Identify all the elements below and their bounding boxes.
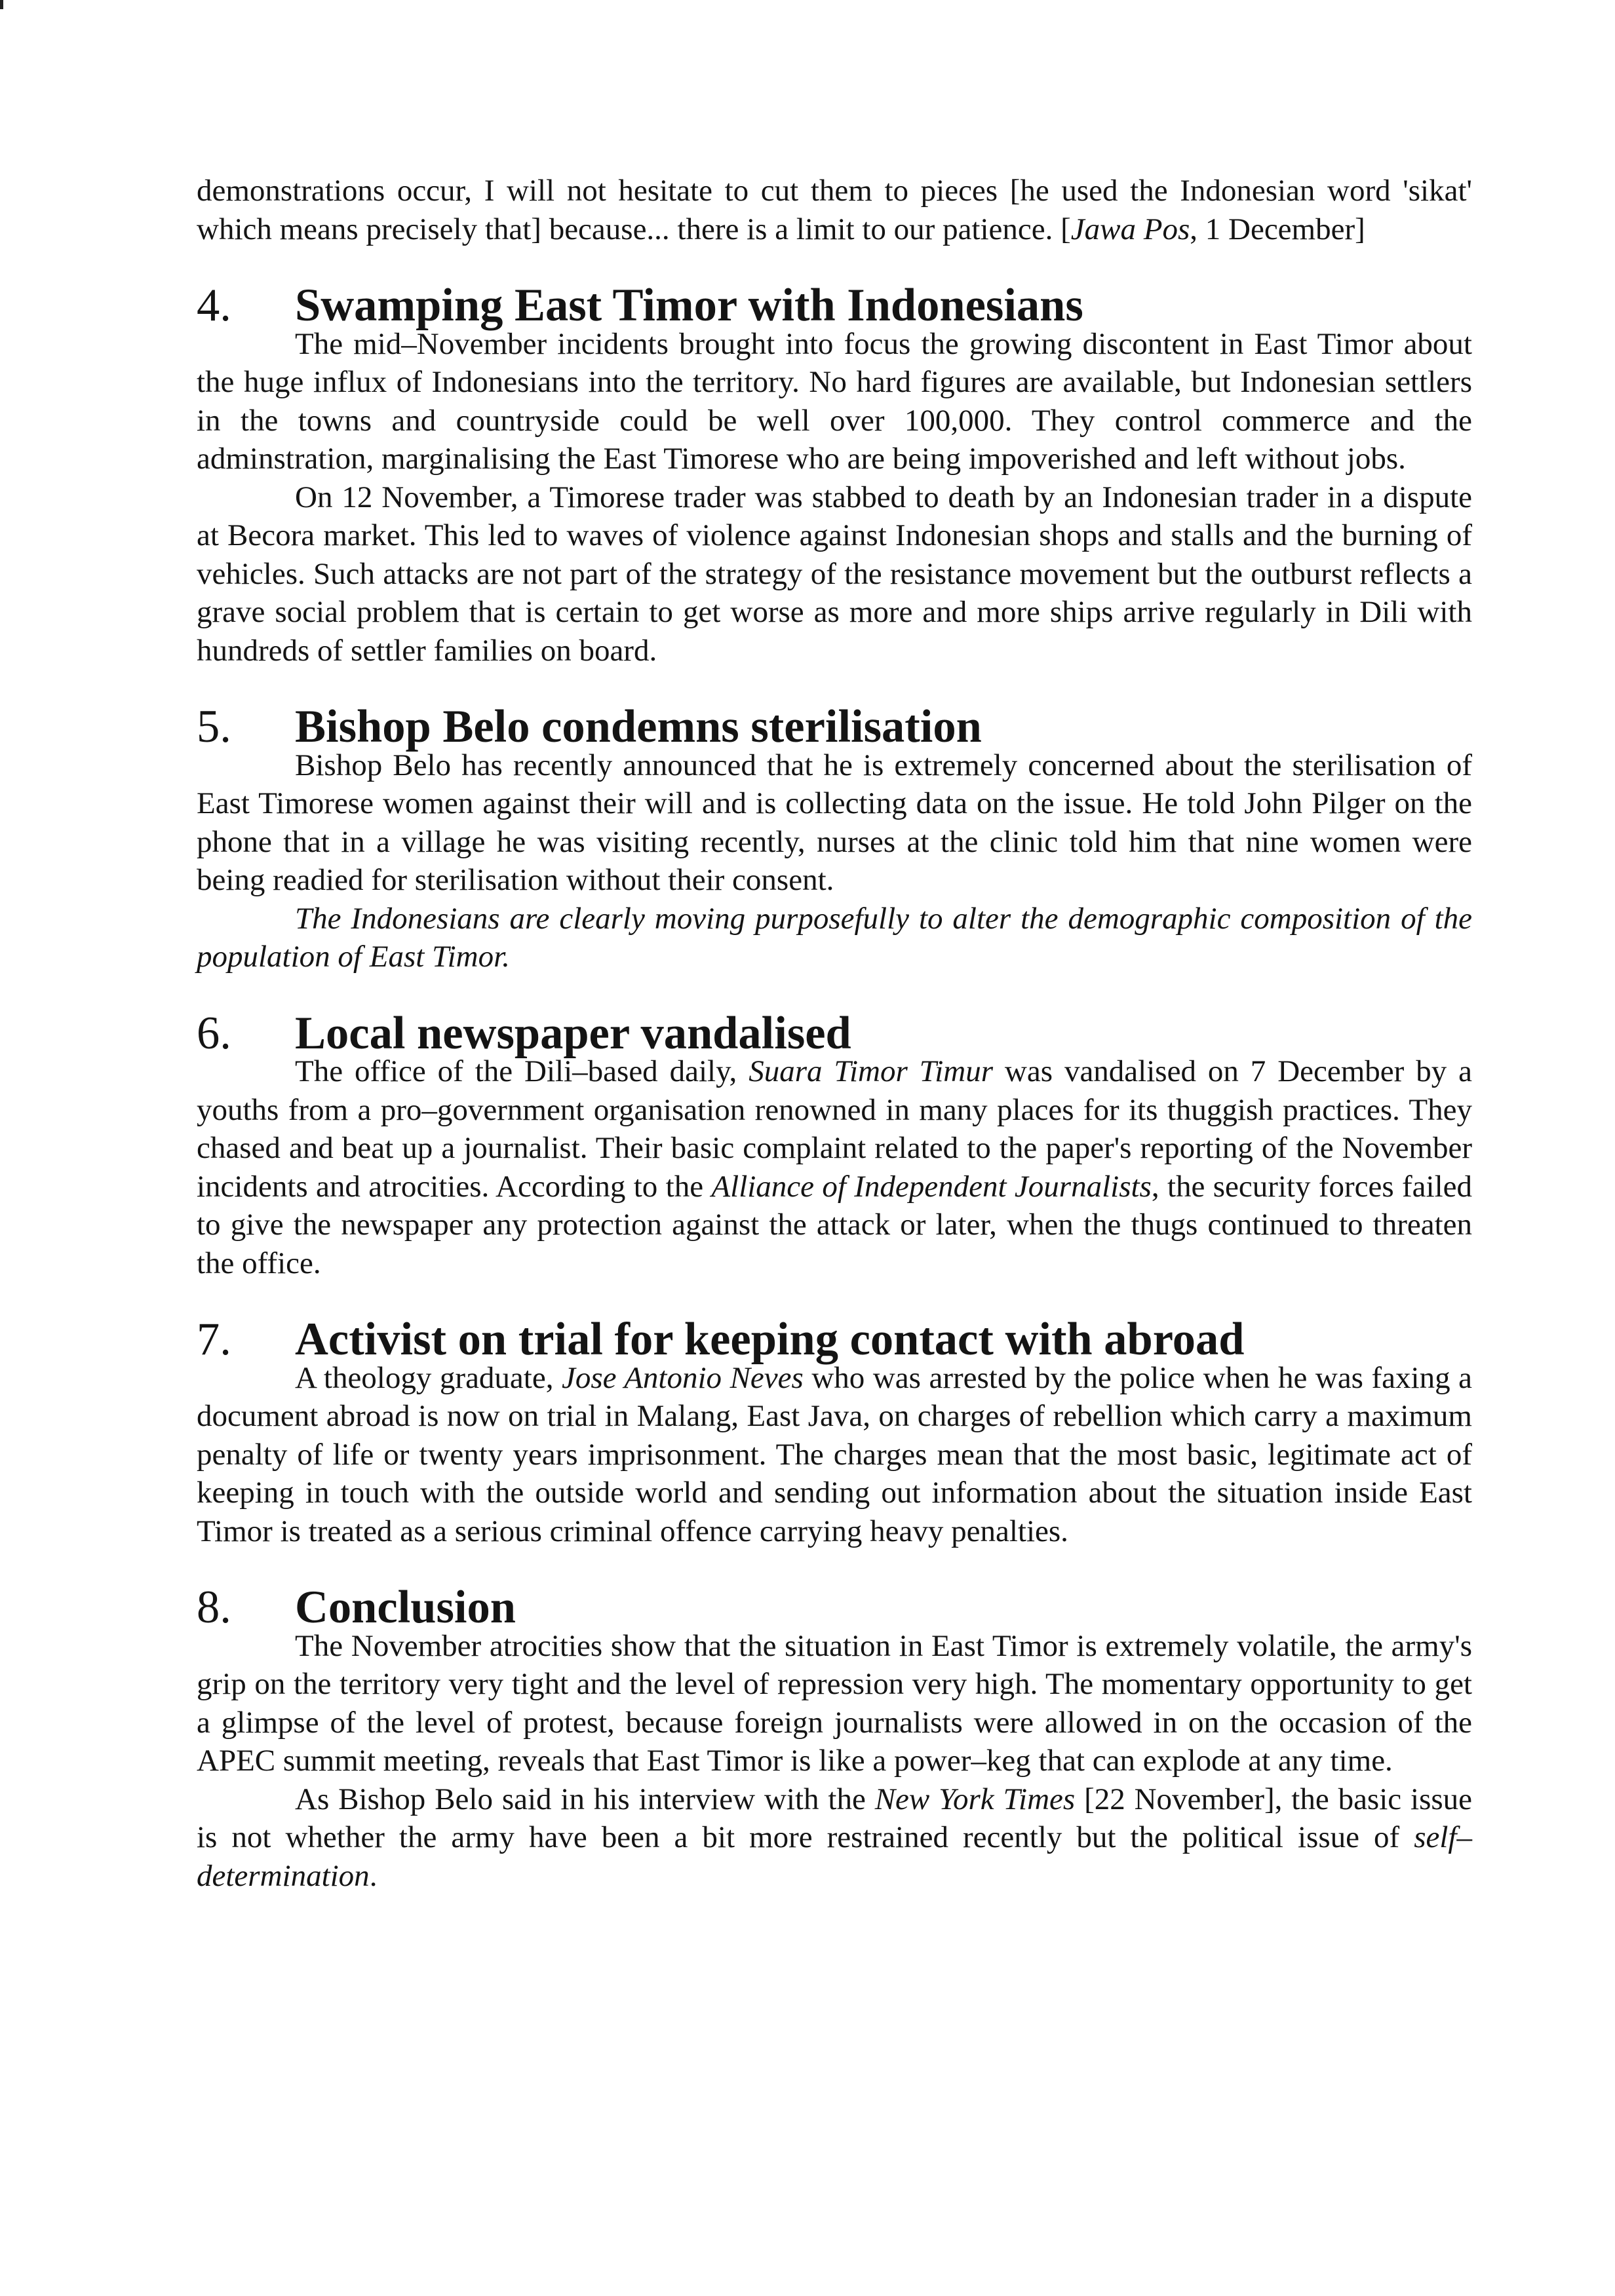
newspaper-name: Suara Timor Timur: [749, 1054, 994, 1088]
section-6: [197, 1007, 1472, 1283]
section-paragraph: Bishop Belo has recently announced that he is extremely concerned about the sterilisation of East Timorese women against their will and is collecting data on the issue. He told John Pilger on the phone that in a village he was visiting recently, nurses at the clinic told him that nine women were being readied for sterilisation without their consent.: [197, 748, 1472, 897]
text-run: who was arrested by the police when he was faxing a document abroad is now on trial in Malang, East Java, on charges of rebellion which carry a maximum penalty of life or twenty years imprisonment. The charges mean that the most basic, legitimate act of keeping in touch with the outside world and sending out information about the situation inside East Timor is treated as a serious criminal offence carrying heavy penalties.: [197, 1360, 1472, 1548]
section-paragraph: The November atrocities show that the situation in East Timor is extremely volatile, the army's grip on the territory very tight and the level of repression very high. The momentary opportunity to get a glimpse of the level of protest, because foreign journalists were allowed in on the occasion of the APEC summit meeting, reveals that East Timor is like a power–keg that can explode at any time.: [197, 1628, 1472, 1778]
section-title: Activist on trial for keeping contact with abroad: [295, 1314, 1245, 1365]
text-run: The office of the Dili–based daily,: [295, 1054, 749, 1088]
section-number: 4.: [197, 280, 231, 331]
section-heading: [197, 1314, 1472, 1365]
section-heading: [197, 1582, 1472, 1633]
section-title: Swamping East Timor with Indonesians: [295, 280, 1083, 331]
intro-text-after: , 1 December]: [1190, 212, 1365, 246]
person-name: Jose Antonio Neves: [562, 1360, 804, 1395]
scan-edge-mark: [0, 0, 3, 9]
section-paragraph: The mid–November incidents brought into focus the growing discontent in East Timor about the huge influx of Indonesians into the territory. No hard figures are available, but Indonesian settlers in the towns and countryside could be well over 100,000. They control commerce and the adminstration, marginalising the East Timorese who are being impoverished and left without jobs.: [197, 326, 1472, 476]
section-heading: [197, 701, 1472, 752]
section-number: 8.: [197, 1582, 231, 1633]
section-number: 7.: [197, 1314, 231, 1365]
intro-paragraph: [197, 172, 1472, 248]
section-paragraph: [197, 1359, 1472, 1551]
text-run: was vandalised on 7 December by a youths from a pro–government organisation renowned in many places for its thuggish practices. They chased and beat up a journalist. Their basic complaint related to the paper's reporting of the November incidents and atrocities. According to the: [197, 1054, 1472, 1204]
section-title: Local newspaper vandalised: [295, 1007, 851, 1059]
organisation-name: Alliance of Independent Journalists: [711, 1169, 1152, 1204]
key-term: self–determination: [197, 1820, 1472, 1893]
section-paragraph: [197, 1780, 1472, 1896]
section-heading: [197, 1007, 1472, 1059]
text-run: A theology graduate,: [295, 1360, 562, 1395]
section-number: 5.: [197, 701, 231, 752]
text-run: [22 November], the basic issue is not whether the army have been a bit more restrained recently but the political issue of: [197, 1782, 1473, 1854]
text-run: , the security forces failed to give the newspaper any protection against the attack or later, when the thugs continued to threaten the office.: [197, 1169, 1472, 1280]
section-8: [197, 1582, 1473, 1895]
section-5: [197, 701, 1472, 976]
section-title: Bishop Belo condemns sterilisation: [295, 701, 982, 752]
newspaper-name: New York Times: [874, 1782, 1076, 1816]
text-run: As Bishop Belo said in his interview with the: [295, 1782, 875, 1816]
section-heading: [197, 280, 1472, 331]
section-7: [197, 1314, 1472, 1550]
document-page: [197, 172, 1472, 1895]
intro-source: Jawa Pos: [1070, 212, 1190, 246]
section-title: Conclusion: [295, 1582, 516, 1633]
section-paragraph: On 12 November, a Timorese trader was stabbed to death by an Indonesian trader in a dispute at Becora market. This led to waves of violence against Indonesian shops and stalls and the burning of vehicles. Such attacks are not part of the strategy of the resistance movement but the outburst reflects a grave social problem that is certain to get worse as more and more ships arrive regularly in Dili with hundreds of settler families on board.: [197, 480, 1472, 668]
section-4: [197, 280, 1472, 670]
section-paragraph-italic: The Indonesians are clearly moving purposefully to alter the demographic composition of the population of East Timor.: [197, 901, 1472, 974]
intro-text-before: demonstrations occur, I will not hesitate to cut them to pieces [he used the Indonesian word 'sikat' which means precisely that] because... there is a limit to our patience. [: [197, 174, 1472, 246]
text-run: .: [369, 1858, 378, 1893]
section-paragraph: [197, 1052, 1472, 1282]
section-number: 6.: [197, 1007, 231, 1059]
